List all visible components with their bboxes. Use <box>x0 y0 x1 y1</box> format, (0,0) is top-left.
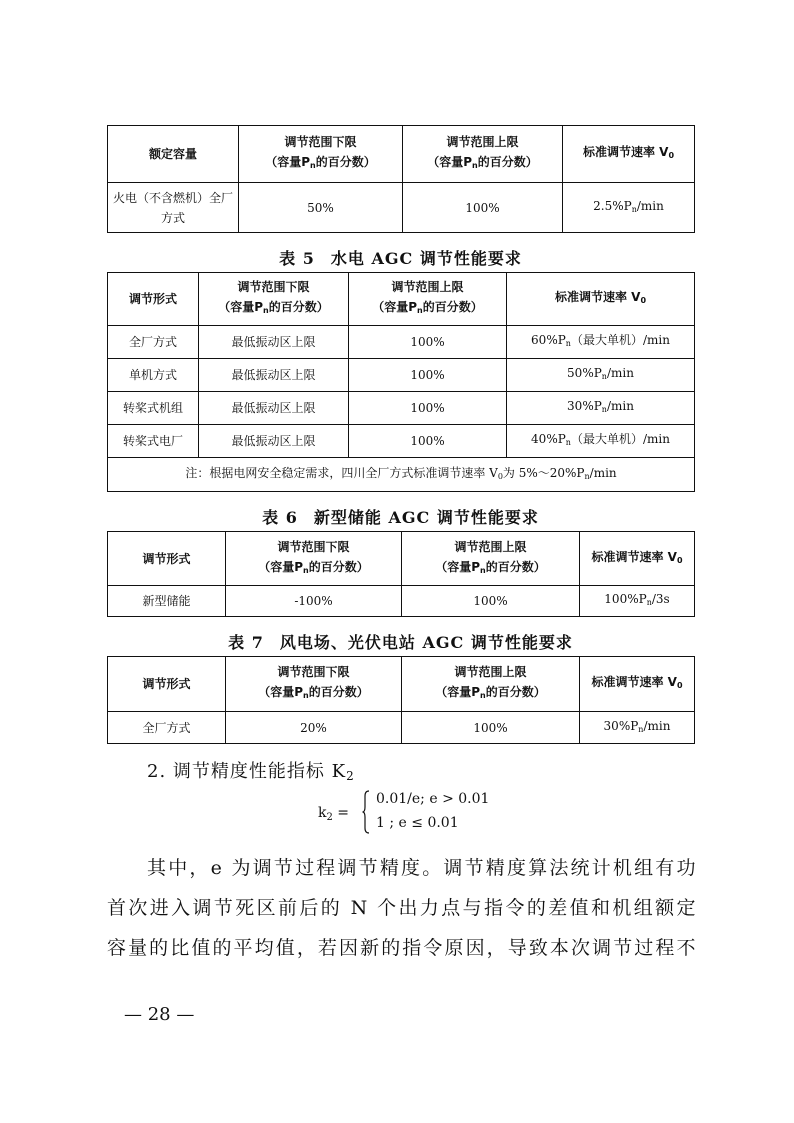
cell-rate: $40\%P_n$（最大单机）/min <box>507 425 695 458</box>
table-6 <box>107 531 695 617</box>
table-4 <box>107 125 695 233</box>
cell-upper: 100% <box>402 586 580 617</box>
header-rate: 标准调节速率 $V_0$ <box>563 126 695 183</box>
header-upper-limit: 调节范围上限 （容量$P_n$的百分数） <box>403 126 563 183</box>
cell-type: 转桨式电厂 <box>108 425 199 458</box>
header-rate: 标准调节速率 $V_0$ <box>580 657 695 712</box>
cell-upper: 100% <box>403 183 563 233</box>
header-upper-limit: 调节范围上限 （容量$P_n$的百分数） <box>349 273 507 326</box>
table-row <box>108 326 695 359</box>
header-lower-limit: 调节范围下限 （容量$P_n$的百分数） <box>226 657 402 712</box>
header-lower-limit: 调节范围下限 （容量$P_n$的百分数） <box>199 273 349 326</box>
cell-rate: $30\%P_n/\min$ <box>507 392 695 425</box>
cell-type: 全厂方式 <box>108 326 199 359</box>
cell-lower: 最低振动区上限 <box>199 326 349 359</box>
table-5-caption: 表 5 水电 AGC 调节性能要求 <box>279 249 522 268</box>
cell-type: 转桨式机组 <box>108 392 199 425</box>
header-type: 调节形式 <box>108 657 226 712</box>
formula-case-1: 0.01/e; e > 0.01 <box>376 791 490 807</box>
table-row <box>108 392 695 425</box>
table-6-caption: 表 6 新型储能 AGC 调节性能要求 <box>262 508 539 527</box>
header-rate: 标准调节速率 $V_0$ <box>507 273 695 326</box>
table-header-row <box>108 532 695 586</box>
left-brace-icon <box>362 790 370 834</box>
formula-lhs: $k_2$ = <box>318 805 350 823</box>
cell-lower: -100% <box>226 586 402 617</box>
table-header-row <box>108 273 695 326</box>
header-lower-limit: 调节范围下限 （容量$P_n$的百分数） <box>239 126 403 183</box>
paragraph-line-3: 容量的比值的平均值，若因新的指令原因，导致本次调节过程不 <box>107 937 697 959</box>
table-note: 注：根据电网安全稳定需求，四川全厂方式标准调节速率 $V_0$为 $5\%\sim 20\%P_n/\min$ <box>108 458 695 492</box>
table-row <box>108 712 695 744</box>
header-rate: 标准调节速率 $V_0$ <box>580 532 695 586</box>
header-type: 调节形式 <box>108 273 199 326</box>
cell-rate: $100\%P_n/3s$ <box>580 586 695 617</box>
table-5 <box>107 272 695 492</box>
page-number: — 28 — <box>124 1004 195 1025</box>
cell-type: 新型储能 <box>108 586 226 617</box>
table-row <box>108 359 695 392</box>
cell-lower: 最低振动区上限 <box>199 425 349 458</box>
cell-rate: $60\%P_n$（最大单机）/min <box>507 326 695 359</box>
cell-upper: 100% <box>402 712 580 744</box>
cell-upper: 100% <box>349 359 507 392</box>
table-7 <box>107 656 695 744</box>
cell-type: 全厂方式 <box>108 712 226 744</box>
table-header-row <box>108 126 695 183</box>
table-row <box>108 586 695 617</box>
cell-lower: 最低振动区上限 <box>199 392 349 425</box>
cell-type: 火电（不含燃机）全厂方式 <box>108 183 239 233</box>
table-row <box>108 425 695 458</box>
header-lower-limit: 调节范围下限 （容量$P_n$的百分数） <box>226 532 402 586</box>
cell-rate: $30\%P_n/\min$ <box>580 712 695 744</box>
cell-type: 单机方式 <box>108 359 199 392</box>
cell-upper: 100% <box>349 425 507 458</box>
header-upper-limit: 调节范围上限 （容量$P_n$的百分数） <box>402 532 580 586</box>
header-upper-limit: 调节范围上限 （容量$P_n$的百分数） <box>402 657 580 712</box>
table-note-row <box>108 458 695 492</box>
header-type: 调节形式 <box>108 532 226 586</box>
table-row <box>108 183 695 233</box>
formula-case-2: 1 ; e ≤ 0.01 <box>376 815 459 831</box>
header-capacity: 额定容量 <box>108 126 239 183</box>
cell-lower: 50% <box>239 183 403 233</box>
cell-rate: $2.5\%P_n/\min$ <box>563 183 695 233</box>
paragraph-line-2: 首次进入调节死区前后的 N 个出力点与指令的差值和机组额定 <box>107 897 697 919</box>
cell-upper: 100% <box>349 392 507 425</box>
formula-k2 <box>318 790 518 840</box>
paragraph-line-1: 其中，e 为调节过程调节精度。调节精度算法统计机组有功 <box>147 857 697 879</box>
table-7-caption: 表 7 风电场、光伏电站 AGC 调节性能要求 <box>228 633 573 652</box>
cell-upper: 100% <box>349 326 507 359</box>
cell-lower: 最低振动区上限 <box>199 359 349 392</box>
section-heading: 2. 调节精度性能指标 K2 <box>147 761 355 783</box>
cell-lower: 20% <box>226 712 402 744</box>
cell-rate: $50\%P_n/\min$ <box>507 359 695 392</box>
table-header-row <box>108 657 695 712</box>
